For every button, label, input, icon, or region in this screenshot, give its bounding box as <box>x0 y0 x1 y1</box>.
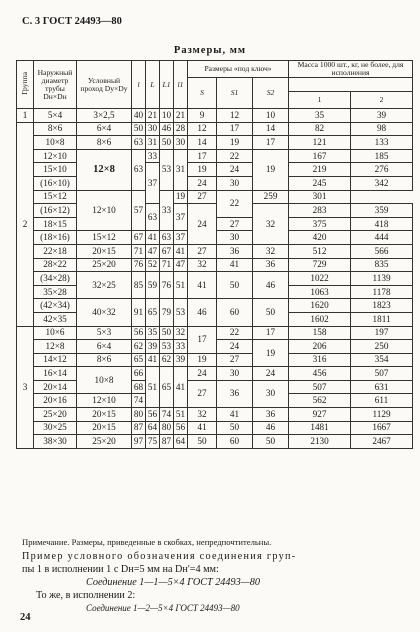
cell: 1823 <box>351 299 413 313</box>
cell: (18×16) <box>34 231 77 245</box>
cell: 85 <box>132 272 146 299</box>
cell: 50 <box>253 435 289 449</box>
cell: 21 <box>146 109 160 123</box>
cell: 12×10 <box>34 149 77 163</box>
cell: 50 <box>160 136 174 150</box>
cell: 566 <box>351 244 413 258</box>
cell: 39 <box>174 353 188 367</box>
cell: (34×28) <box>34 272 77 286</box>
cell: 39 <box>351 109 413 123</box>
cell: 65 <box>132 353 146 367</box>
cell: 342 <box>351 176 413 190</box>
cell: 37 <box>146 163 160 204</box>
cell: 30 <box>217 367 253 381</box>
cell: 12 <box>217 109 253 123</box>
cell: 63 <box>160 231 174 245</box>
cell: 1063 <box>289 285 351 299</box>
table-row <box>17 204 413 218</box>
cell: 62 <box>132 340 146 354</box>
cell: (16×10) <box>34 176 77 190</box>
cell: 8×6 <box>34 122 77 136</box>
cell: 197 <box>351 326 413 340</box>
cell: 10×8 <box>77 367 132 394</box>
cell: 24 <box>188 204 217 245</box>
cell: 12×10 <box>77 394 132 408</box>
cell: 1022 <box>289 272 351 286</box>
cell: 562 <box>289 394 351 408</box>
table-row <box>17 122 413 136</box>
cell: 75 <box>146 435 160 449</box>
table-row <box>17 190 413 204</box>
cell: 36 <box>217 380 253 407</box>
cell: 35 <box>289 109 351 123</box>
cell: 1811 <box>351 312 413 326</box>
table-row <box>17 136 413 150</box>
cell: 37 <box>174 204 188 231</box>
cell: 19 <box>253 149 289 190</box>
cell: 245 <box>289 176 351 190</box>
S2-header: S2 <box>253 78 289 109</box>
cell: 33 <box>160 190 174 231</box>
cell: 158 <box>289 326 351 340</box>
cell: 30 <box>217 231 253 245</box>
cell: 50 <box>160 326 174 340</box>
cell: 62 <box>160 353 174 367</box>
table-row <box>17 367 413 381</box>
cell: (16×12) <box>34 204 77 218</box>
cell: 19 <box>217 136 253 150</box>
page-number: 24 <box>20 612 31 623</box>
table-row <box>17 258 413 272</box>
cell: 14×12 <box>34 353 77 367</box>
cell: 8×6 <box>77 136 132 150</box>
cell: 31 <box>146 136 160 150</box>
cell: 8×6 <box>77 353 132 367</box>
cell: 32 <box>174 326 188 340</box>
cell: 91 <box>132 299 146 326</box>
table-row <box>17 176 413 190</box>
table-note: Примечание. Размеры, приведенные в скобках, непредпочтительны. <box>22 537 272 547</box>
cell: 20×15 <box>77 244 132 258</box>
cell: 19 <box>253 340 289 367</box>
cell: 5×4 <box>34 109 77 123</box>
cell: 1667 <box>351 421 413 435</box>
cell: 444 <box>351 231 413 245</box>
cell: 354 <box>351 353 413 367</box>
cell: 46 <box>253 272 289 299</box>
cell: 12×8 <box>34 340 77 354</box>
cell: 63 <box>146 204 160 231</box>
cell: 56 <box>146 408 160 422</box>
cell: 17 <box>188 326 217 353</box>
cell: 87 <box>132 421 146 435</box>
cell: 283 <box>289 204 351 218</box>
cell: 41 <box>217 408 253 422</box>
cell: 36 <box>253 408 289 422</box>
cell: 25×20 <box>34 408 77 422</box>
cell: 80 <box>160 421 174 435</box>
cell: 185 <box>351 149 413 163</box>
cell: 79 <box>160 299 174 326</box>
cell: 24 <box>188 367 217 381</box>
cell: 729 <box>289 258 351 272</box>
S1-header: S1 <box>217 78 253 109</box>
cell: 51 <box>174 272 188 299</box>
mass-col-1-header: 1 <box>289 92 351 109</box>
L1-header: L1 <box>160 61 174 109</box>
cell: 46 <box>253 421 289 435</box>
cell: 927 <box>289 408 351 422</box>
cell: 14 <box>188 136 217 150</box>
cell: 67 <box>132 231 146 245</box>
cell: 74 <box>132 394 146 408</box>
cell: 50 <box>132 122 146 136</box>
cell: 15×12 <box>34 190 77 204</box>
group-cell: 3 <box>17 326 34 448</box>
cell: 32 <box>188 258 217 272</box>
cell: 53 <box>160 149 174 190</box>
cell: 56 <box>132 326 146 340</box>
cell: 41 <box>188 421 217 435</box>
cell: 50 <box>217 272 253 299</box>
cell: 1178 <box>351 285 413 299</box>
l-header: l <box>132 61 146 109</box>
cell: 41 <box>174 244 188 258</box>
cell: 167 <box>289 149 351 163</box>
cell: 375 <box>289 217 351 231</box>
cell: 33 <box>146 149 160 163</box>
table-row <box>17 244 413 258</box>
cell: 53 <box>174 299 188 326</box>
cell: 22 <box>217 149 253 163</box>
cell: 76 <box>160 272 174 299</box>
cell: 28 <box>174 122 188 136</box>
cell: 68 <box>132 380 146 394</box>
cell: 10×8 <box>34 136 77 150</box>
cell: 63 <box>132 136 146 150</box>
wrench-header: Размеры «под ключ» <box>188 61 289 78</box>
cell: 60 <box>217 435 253 449</box>
cell: 50 <box>253 299 289 326</box>
example-heading: Пример условного обозначения соединения груп- <box>22 551 297 562</box>
cell: 15×10 <box>34 163 77 177</box>
table-row <box>17 380 413 394</box>
cell: 80 <box>132 408 146 422</box>
cell: 87 <box>160 435 174 449</box>
same-text: То же, в исполнении 2: <box>36 590 136 601</box>
cell: 32×25 <box>77 272 132 299</box>
cell: 14 <box>253 122 289 136</box>
cell: 10×6 <box>34 326 77 340</box>
cell: 24 <box>217 163 253 177</box>
cell: 53 <box>160 340 174 354</box>
table-body <box>17 109 413 449</box>
group-header: Группа <box>17 61 34 109</box>
cell: 47 <box>174 258 188 272</box>
mass-header: Масса 1000 шт., кг, не более, для исполнения <box>289 61 413 78</box>
cell: 19 <box>188 163 217 177</box>
S-header: S <box>188 78 217 109</box>
cell: 507 <box>351 367 413 381</box>
outer-diameter-header: Наружный диаметр трубы Dн×Dн <box>34 61 77 109</box>
cell: 50 <box>217 421 253 435</box>
cell: 133 <box>351 136 413 150</box>
cell: 30 <box>217 176 253 190</box>
cell: 121 <box>289 136 351 150</box>
cell: 37 <box>174 231 188 245</box>
cell: 16×14 <box>34 367 77 381</box>
merged-bore-12x8: 12×8 <box>77 149 132 190</box>
cell: 20×14 <box>34 380 77 394</box>
cell: 259 <box>253 190 289 204</box>
cell: 1139 <box>351 272 413 286</box>
cell: 59 <box>146 272 160 299</box>
cell: 36 <box>253 258 289 272</box>
cell: 359 <box>351 204 413 218</box>
cell: 50 <box>188 435 217 449</box>
cell: 631 <box>351 380 413 394</box>
cell: 17 <box>253 326 289 340</box>
cell: 32 <box>253 204 289 245</box>
table-row <box>17 272 413 286</box>
cell: 25×20 <box>77 258 132 272</box>
cell: 65 <box>146 299 160 326</box>
bore-header: Условный проход Dу×Dу <box>77 61 132 109</box>
cell: 611 <box>351 394 413 408</box>
cell: 6×4 <box>77 340 132 354</box>
cell: 71 <box>132 244 146 258</box>
dimensions-table <box>16 60 413 449</box>
group-cell: 1 <box>17 109 34 123</box>
cell: (42×34) <box>34 299 77 313</box>
cell: 507 <box>289 380 351 394</box>
cell: 35×28 <box>34 285 77 299</box>
cell: 512 <box>289 244 351 258</box>
cell: 27 <box>217 217 253 231</box>
cell: 418 <box>351 217 413 231</box>
cell: 20×15 <box>77 408 132 422</box>
cell: 22 <box>217 326 253 340</box>
cell: 206 <box>289 340 351 354</box>
cell: 56 <box>174 421 188 435</box>
cell: 98 <box>351 122 413 136</box>
cell: 64 <box>146 421 160 435</box>
cell: 63 <box>132 149 146 190</box>
cell: 33 <box>174 340 188 354</box>
cell: 40×32 <box>77 299 132 326</box>
cell: 31 <box>174 149 188 190</box>
cell: 41 <box>146 231 160 245</box>
table-row <box>17 163 413 177</box>
cell: 42×35 <box>34 312 77 326</box>
cell: 65 <box>160 367 174 408</box>
cell: 30 <box>253 380 289 407</box>
cell: 27 <box>188 380 217 407</box>
cell: 420 <box>289 231 351 245</box>
table-row <box>17 435 413 449</box>
cell: 47 <box>146 244 160 258</box>
cell: 20×15 <box>77 421 132 435</box>
cell: 51 <box>174 408 188 422</box>
formula-1: Соединение 1—1—5×4 ГОСТ 24493—80 <box>86 577 260 588</box>
cell: 9 <box>188 109 217 123</box>
cell: 41 <box>217 258 253 272</box>
cell: 41 <box>174 367 188 408</box>
cell: 3×2,5 <box>77 109 132 123</box>
cell: 27 <box>188 190 217 204</box>
cell: 2467 <box>351 435 413 449</box>
cell: 27 <box>217 353 253 367</box>
cell: 28×22 <box>34 258 77 272</box>
cell: 32 <box>253 244 289 258</box>
cell: 301 <box>289 190 351 204</box>
cell: 66 <box>132 367 146 381</box>
table-row <box>17 353 413 367</box>
cell: 71 <box>160 258 174 272</box>
cell: 20×16 <box>34 394 77 408</box>
mass-header-spacer <box>289 78 413 92</box>
cell: 27 <box>188 244 217 258</box>
cell: 219 <box>289 163 351 177</box>
cell: 276 <box>351 163 413 177</box>
cell: 36 <box>217 244 253 258</box>
cell: 39 <box>146 340 160 354</box>
cell: 22×18 <box>34 244 77 258</box>
l1-header: l1 <box>174 61 188 109</box>
cell: 64 <box>174 435 188 449</box>
cell: 17 <box>188 149 217 163</box>
table-row <box>17 299 413 313</box>
table-row <box>17 421 413 435</box>
mass-col-2-header: 2 <box>351 92 413 109</box>
cell: 24 <box>188 176 217 190</box>
cell: 67 <box>160 244 174 258</box>
cell: 30×25 <box>34 421 77 435</box>
cell: 835 <box>351 258 413 272</box>
cell: 15×12 <box>77 231 132 245</box>
cell: 19 <box>174 190 188 204</box>
cell: 22 <box>217 190 253 217</box>
cell: 46 <box>188 299 217 326</box>
cell: 32 <box>188 408 217 422</box>
cell: 10 <box>160 109 174 123</box>
cell: 35 <box>146 326 160 340</box>
table-row <box>17 109 413 123</box>
cell: 40 <box>132 109 146 123</box>
cell: 10 <box>253 109 289 123</box>
cell: 76 <box>132 258 146 272</box>
cell: 41 <box>146 353 160 367</box>
cell: 250 <box>351 340 413 354</box>
cell: 19 <box>188 353 217 367</box>
cell: 17 <box>253 136 289 150</box>
cell: 38×30 <box>34 435 77 449</box>
cell: 57 <box>132 190 146 231</box>
merged-bore-12x10: 12×10 <box>77 190 132 231</box>
cell: 97 <box>132 435 146 449</box>
cell: 60 <box>217 299 253 326</box>
cell: 18×15 <box>34 217 77 231</box>
cell: 82 <box>289 122 351 136</box>
cell: 46 <box>160 122 174 136</box>
cell: 5×3 <box>77 326 132 340</box>
cell: 6×4 <box>77 122 132 136</box>
table-title: Размеры, мм <box>173 45 247 56</box>
cell: 74 <box>160 408 174 422</box>
cell: 1602 <box>289 312 351 326</box>
cell: 25×20 <box>77 435 132 449</box>
cell: 52 <box>146 258 160 272</box>
page-header: С. 3 ГОСТ 24493—80 <box>22 16 122 27</box>
table-row <box>17 408 413 422</box>
cell: 21 <box>174 109 188 123</box>
L-header: L <box>146 61 160 109</box>
cell: 30 <box>146 122 160 136</box>
cell: 316 <box>289 353 351 367</box>
cell: 24 <box>217 340 253 354</box>
cell: 1481 <box>289 421 351 435</box>
cell: 30 <box>174 136 188 150</box>
cell: 1620 <box>289 299 351 313</box>
cell: 41 <box>188 272 217 299</box>
group-cell: 2 <box>17 122 34 326</box>
cell: 51 <box>146 367 160 408</box>
formula-2: Соединение 1—2—5×4 ГОСТ 24493—80 <box>86 603 240 613</box>
cell: 24 <box>253 367 289 381</box>
cell: 456 <box>289 367 351 381</box>
cell: 12 <box>188 122 217 136</box>
example-line-2: пы 1 в исполнении 1 с Dн=5 мм на Dн'=4 мм: <box>22 564 219 575</box>
cell: 1129 <box>351 408 413 422</box>
table-row <box>17 326 413 340</box>
cell: 2130 <box>289 435 351 449</box>
table-row <box>17 149 413 163</box>
cell: 17 <box>217 122 253 136</box>
